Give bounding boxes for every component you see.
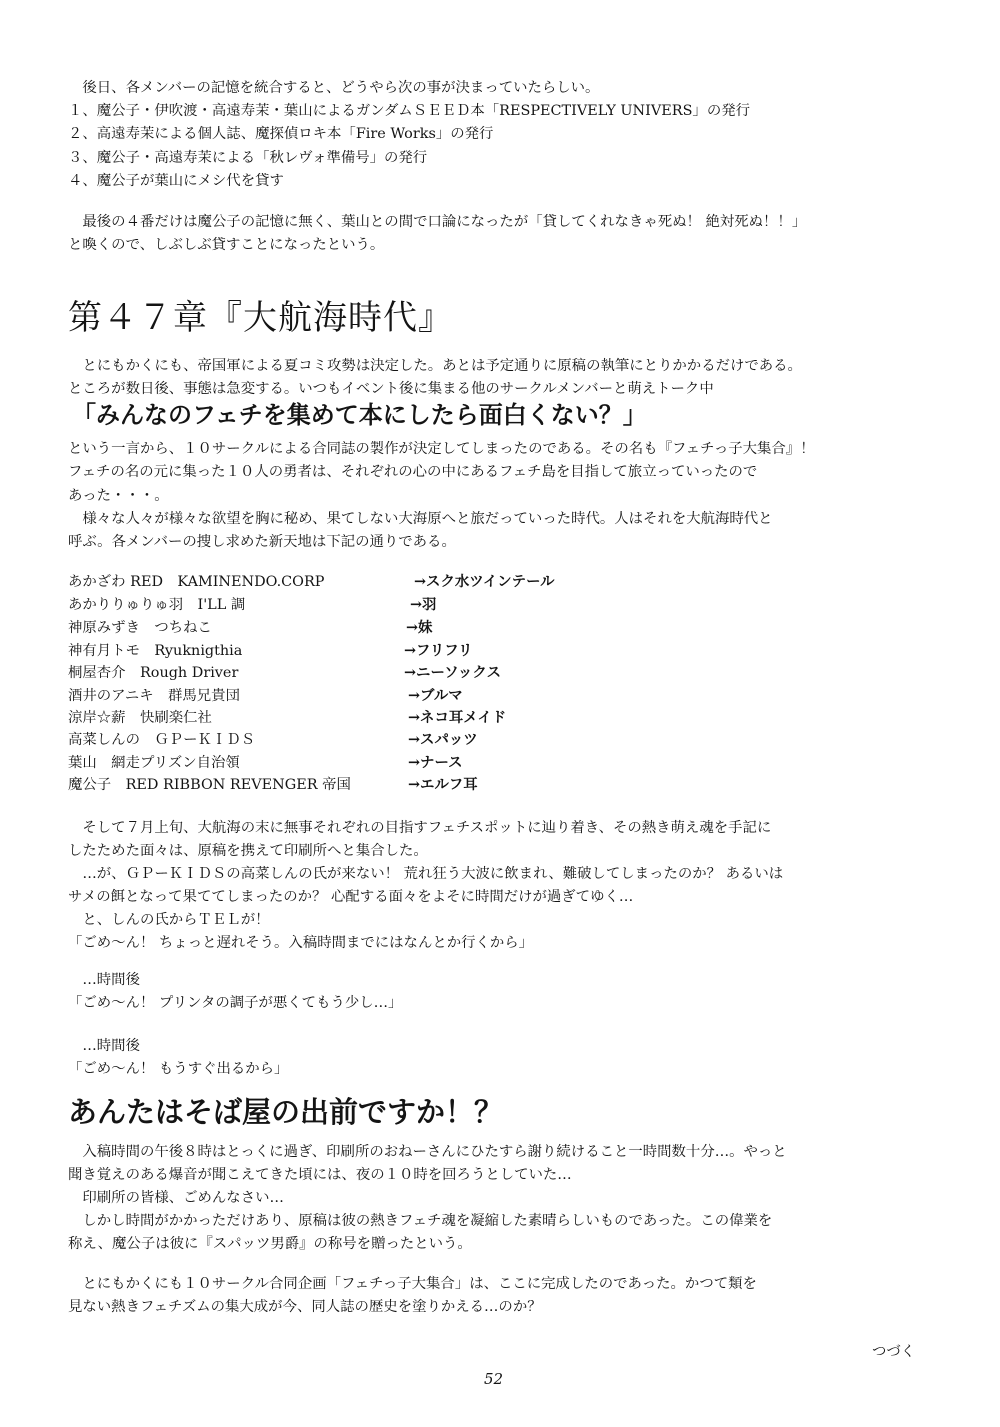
member-row [68, 729, 668, 751]
body-text: ところが数日後、事態は急変する。いつもイベント後に集まる他のサークルメンバーと萌えトーク中 [68, 381, 714, 397]
section-heading: あんたはそば屋の出前ですか！？ [68, 1095, 504, 1129]
member-row [68, 685, 668, 707]
member-row [68, 662, 668, 684]
body-text: 最後の４番だけは魔公子の記憶に無く、葉山との間で口論になったが「貸してくれなきゃ死ぬ！ 絶対死ぬ！！」 [68, 214, 807, 230]
page-number: 52 [484, 1370, 504, 1388]
member-row [68, 594, 668, 616]
member-row [68, 640, 668, 662]
body-text: そして７月上旬、大航海の末に無事それぞれの目指すフェチスポットに辿り着き、その熱き萌え魂を手記に [68, 820, 772, 836]
list-item: ２、高遠寿茉による個人誌、魔探偵ロキ本「Fire Works」の発行 [68, 126, 494, 142]
member-fetish: →ブルマ [408, 687, 463, 704]
body-text: 称え、魔公子は彼に『スパッツ男爵』の称号を贈ったという。 [68, 1236, 472, 1252]
member-fetish: →ネコ耳メイド [408, 709, 507, 726]
member-name: あかりりゅりゅ羽 I'LL 調 [68, 597, 246, 613]
to-be-continued: つづく [872, 1344, 916, 1360]
member-row [68, 774, 668, 796]
dialogue-line: 「ごめ～ん！ もうすぐ出るから」 [68, 1061, 289, 1077]
member-name: 桐屋杏介 Rough Driver [68, 665, 239, 681]
body-text: …時間後 [68, 1038, 140, 1054]
body-text: 様々な人々が様々な欲望を胸に秘め、果てしない大海原へと旅だっていった時代。人はそれを大航海時代と [68, 511, 773, 527]
member-name: 神原みずき つちねこ [68, 620, 212, 636]
member-row [68, 571, 668, 593]
body-text: …時間後 [68, 972, 140, 988]
member-fetish: →スク水ツインテール [414, 573, 555, 590]
member-fetish: →ニーソックス [404, 664, 501, 681]
body-text: したためた面々は、原稿を携えて印刷所へと集合した。 [68, 843, 428, 859]
member-name: 酒井のアニキ 群馬兄貴団 [68, 688, 240, 704]
body-text: と喚くので、しぶしぶ貸すことになったという。 [68, 237, 385, 253]
body-text: という一言から、１０サークルによる合同誌の製作が決定してしまったのである。その名も『フェチっ子大集合』！ [68, 441, 815, 457]
highlight-quote: 「みんなのフェチを集めて本にしたら面白くない？」 [72, 400, 647, 429]
member-name: 涼岸☆薪 快刷楽仁社 [68, 710, 212, 726]
body-text: 見ない熱きフェチズムの集大成が今、同人誌の歴史を塗りかえる…のか？ [68, 1299, 542, 1315]
member-name: 神有月トモ Ryuknigthia [68, 643, 243, 659]
member-row [68, 617, 668, 639]
body-text: …が、ＧＰーＫＩＤＳの高菜しんの氏が来ない！ 荒れ狂う大波に飲まれ、難破してしまったのか？ あるいは [68, 866, 784, 882]
member-fetish: →フリフリ [404, 642, 473, 659]
dialogue-line: 「ごめ～ん！ プリンタの調子が悪くてもう少し…」 [68, 995, 403, 1011]
body-text: あった・・・。 [68, 488, 169, 504]
member-name: あかざわ RED KAMINENDO.CORP [68, 574, 325, 590]
body-text: 入稿時間の午後８時はとっくに過ぎ、印刷所のおねーさんにひたすら謝り続けること一時間数十分…。やっと [68, 1144, 787, 1160]
member-fetish: →妹 [406, 619, 433, 636]
member-fetish: →エルフ耳 [408, 776, 478, 793]
member-row [68, 707, 668, 729]
list-item: １、魔公子・伊吹渡・高遠寿茉・葉山によるガンダムＳＥＥＤ本「RESPECTIVELY UNIVERS」の発行 [68, 103, 750, 119]
body-text: とにもかくにも１０サークル合同企画「フェチっ子大集合」は、ここに完成したのであった。かつて類を [68, 1276, 757, 1292]
body-text: 呼ぶ。各メンバーの捜し求めた新天地は下記の通りである。 [68, 534, 456, 550]
member-fetish: →スパッツ [408, 731, 478, 748]
body-text: 聞き覚えのある爆音が聞こえてきた頃には、夜の１０時を回ろうとしていた… [68, 1167, 572, 1183]
list-item: ４、魔公子が葉山にメシ代を貸す [68, 173, 284, 189]
body-text: 印刷所の皆様、ごめんなさい… [68, 1190, 284, 1206]
member-fetish: →ナース [408, 754, 463, 771]
body-text: しかし時間がかかっただけあり、原稿は彼の熱きフェチ魂を凝縮した素晴らしいものであった。この偉業を [68, 1213, 773, 1229]
member-name: 高菜しんの ＧＰーＫＩＤＳ [68, 732, 256, 748]
list-item: ３、魔公子・高遠寿茉による「秋レヴォ準備号」の発行 [68, 150, 428, 166]
member-name: 葉山 網走プリズン自治領 [68, 755, 240, 771]
body-text: サメの餌となって果ててしまったのか？ 心配する面々をよそに時間だけが過ぎてゆく… [68, 889, 634, 905]
dialogue-line: 「ごめ～ん！ ちょっと遅れそう。入稿時間までにはなんとか行くから」 [68, 935, 534, 951]
member-name: 魔公子 RED RIBBON REVENGER 帝国 [68, 777, 351, 793]
body-text: と、しんの氏からＴＥＬが！ [68, 912, 270, 928]
body-text: とにもかくにも、帝国軍による夏コミ攻勢は決定した。あとは予定通りに原稿の執筆にとりかかるだけである。 [68, 358, 802, 374]
body-text: フェチの名の元に集った１０人の勇者は、それぞれの心の中にあるフェチ島を目指して旅立っていったので [68, 464, 758, 480]
chapter-title: 第４７章『大航海時代』 [68, 298, 453, 338]
intro-line: 後日、各メンバーの記憶を統合すると、どうやら次の事が決まっていたらしい。 [68, 80, 600, 96]
member-fetish: →羽 [410, 596, 437, 613]
member-row [68, 752, 668, 774]
